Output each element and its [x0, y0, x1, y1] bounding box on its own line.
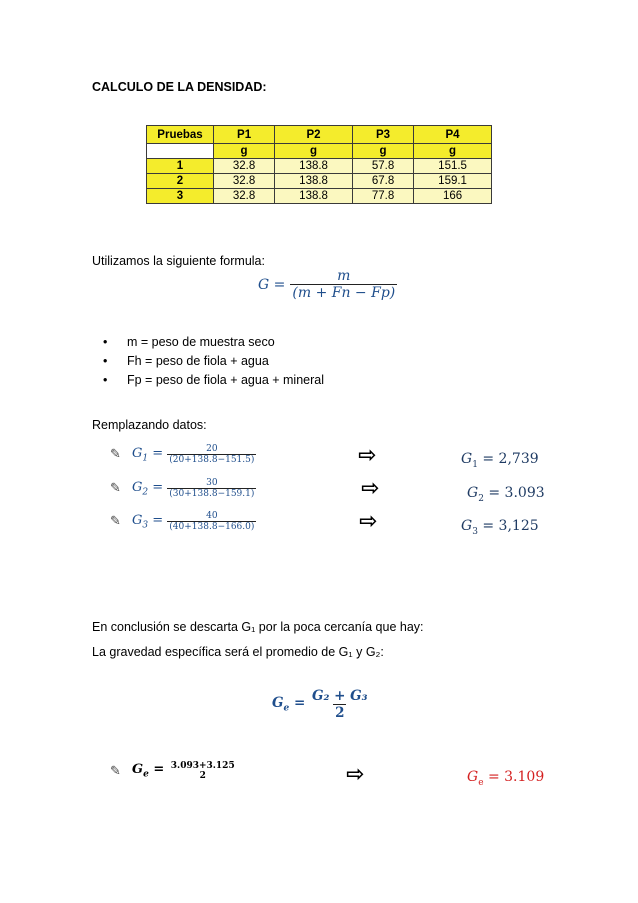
table-cell: 77.8	[352, 189, 413, 204]
formula-numerator: m	[337, 268, 351, 284]
table-row	[147, 144, 492, 159]
table-row	[147, 189, 492, 204]
right-arrow-icon: ⇨	[346, 762, 365, 787]
table-cell: 57.8	[352, 159, 413, 174]
right-arrow-icon: ⇨	[358, 443, 377, 468]
conclusion-line-1: En conclusión se descarta G₁ por la poca cercanía que hay:	[92, 620, 424, 634]
calc-lhs: G	[132, 479, 143, 495]
page-title: CALCULO DE LA DENSIDAD:	[92, 80, 267, 94]
table-cell: g	[275, 144, 353, 159]
final-sub: e	[143, 769, 149, 780]
calc-numerator: 30	[206, 478, 218, 488]
calc-denominator: (40+138.8−166.0)	[169, 522, 255, 532]
list-item: • Fp = peso de fiola + agua + mineral	[100, 371, 324, 390]
table-cell: 151.5	[414, 159, 492, 174]
calculation-row: ✎ $G_3$ = $\frac{40}{(40+138.8-166.0)}$	[110, 511, 255, 532]
pencil-icon: ✎	[110, 481, 121, 496]
calc-numerator: 20	[206, 444, 218, 454]
table-cell: 138.8	[275, 174, 353, 189]
table-cell: 138.8	[275, 189, 353, 204]
final-result: $G_e = 3.109$	[467, 769, 545, 788]
table-cell: 67.8	[352, 174, 413, 189]
table-cell: 32.8	[214, 174, 275, 189]
list-item: • m = peso de muestra seco	[100, 333, 324, 352]
calc-result: $G_2 = 3.093$	[467, 485, 545, 504]
table-cell: 1	[147, 159, 214, 174]
pencil-icon: ✎	[110, 447, 121, 462]
calc-numerator: 40	[206, 511, 218, 521]
table-row	[147, 159, 492, 174]
calc-result: $G_3 = 3,125$	[461, 518, 539, 537]
table-cell: 32.8	[214, 189, 275, 204]
table-header: P1	[214, 126, 275, 144]
density-table	[146, 125, 492, 204]
calc-lhs: G	[132, 512, 143, 528]
table-header: P3	[352, 126, 413, 144]
table-cell: 2	[147, 174, 214, 189]
calc-denominator: (30+138.8−159.1)	[169, 489, 255, 499]
table-cell: g	[414, 144, 492, 159]
table-header: Pruebas	[147, 126, 214, 144]
table-cell: 3	[147, 189, 214, 204]
formula-denominator: (m + Fn − Fp)	[292, 285, 396, 301]
calc-result: $G_1 = 2,739$	[461, 451, 539, 470]
pencil-icon: ✎	[110, 763, 121, 779]
table-cell: 159.1	[414, 174, 492, 189]
table-header: P4	[414, 126, 492, 144]
calc-denominator: (20+138.8−151.5)	[169, 455, 255, 465]
table-cell: g	[214, 144, 275, 159]
formula-lhs: G =	[258, 276, 286, 293]
ge-lhs: G	[272, 695, 284, 712]
right-arrow-icon: ⇨	[359, 509, 378, 534]
right-arrow-icon: ⇨	[361, 476, 380, 501]
calc-sub: 1	[142, 453, 149, 464]
calculation-row: ✎ $G_2$ = $\frac{30}{(30+138.8-159.1)}$	[110, 478, 255, 499]
table-cell: 138.8	[275, 159, 353, 174]
final-denominator: 2	[199, 771, 206, 781]
table-cell: g	[352, 144, 413, 159]
ge-sub: e	[283, 703, 290, 714]
list-item: • Fh = peso de fiola + agua	[100, 352, 324, 371]
density-formula	[258, 268, 397, 301]
ge-denominator: 2	[335, 705, 345, 721]
final-numerator: 3.093+3.125	[170, 761, 235, 771]
table-cell	[147, 144, 214, 159]
formula-intro: Utilizamos la siguiente formula:	[92, 254, 265, 268]
table-row	[147, 174, 492, 189]
table-cell: 32.8	[214, 159, 275, 174]
final-calculation-row: ✎ $G_e$ = 3.093+3.125 2	[110, 761, 235, 781]
ge-numerator: G₂ + G₃	[311, 688, 368, 704]
ge-formula: $G_e$ = $\frac{\text{G₂ + G₃}}{2}$	[272, 688, 368, 721]
calculation-row: ✎ $G_1$ = $\frac{20}{(20+138.8-151.5)}$	[110, 444, 255, 465]
table-header: P2	[275, 126, 353, 144]
pencil-icon: ✎	[110, 514, 121, 529]
table-cell: 166	[414, 189, 492, 204]
definitions-list	[100, 333, 324, 390]
replace-intro: Remplazando datos:	[92, 418, 207, 432]
calc-lhs: G	[132, 445, 143, 461]
final-lhs: G	[132, 762, 144, 778]
calc-sub: 3	[142, 520, 149, 531]
conclusion-line-2: La gravedad específica será el promedio de G₁ y G₂:	[92, 645, 384, 659]
calc-sub: 2	[142, 487, 149, 498]
